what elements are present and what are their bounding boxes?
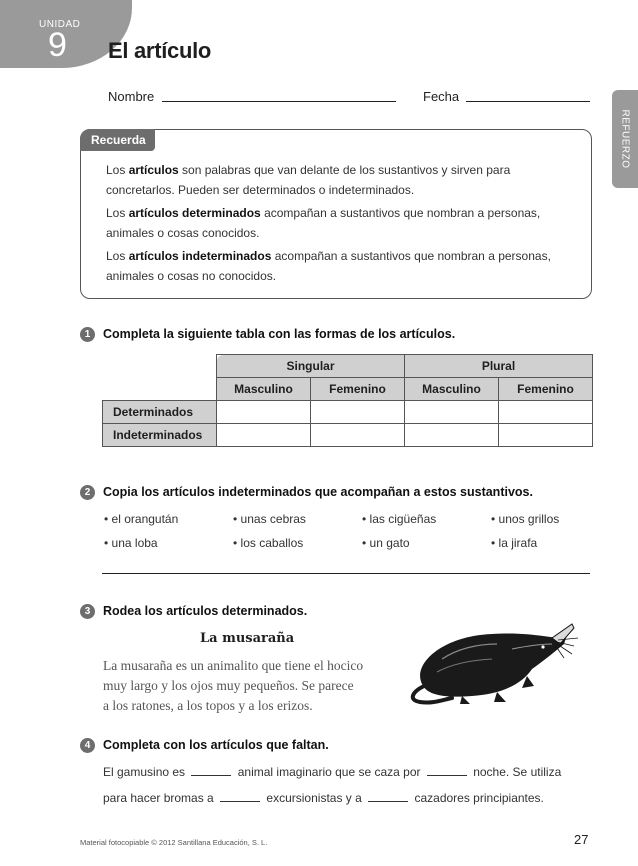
row-header-determinados: Determinados [103,401,217,424]
story-title: La musaraña [200,631,295,646]
item-text: los caballos [240,536,304,550]
text: son palabras que van delante de los sustantivos y sirven para concretarlos. Pueden ser determinados o indeterminados. [106,163,511,197]
text: para hacer bromas a [103,791,214,805]
list-item: • unos grillos [491,512,560,526]
header-plural: Plural [405,355,593,378]
fill-sentence-2 [103,791,544,805]
keyword: artículos [128,163,179,177]
item-text: unos grillos [498,512,560,526]
answer-cell[interactable] [311,401,405,424]
recuerda-paragraph-1 [106,160,566,200]
unit-number: 9 [48,26,67,64]
blank-field[interactable] [427,774,467,776]
keyword: artículos indeterminados [128,249,272,263]
answer-cell[interactable] [311,424,405,447]
copyright-footer: Material fotocopiable © 2012 Santillana Educación, S. L. [80,838,268,847]
text: animal imaginario que se caza por [237,765,421,779]
fill-sentence-1 [103,765,561,779]
exercise-4-number: 4 [80,738,95,753]
recuerda-tab: Recuerda [80,129,155,151]
recuerda-paragraph-2 [106,203,566,243]
nombre-label: Nombre [108,89,155,104]
exercise-2-number: 2 [80,485,95,500]
unit-label: UNIDAD [39,19,81,30]
text: Los [106,163,129,177]
list-item: • el orangután [104,512,179,526]
fecha-label: Fecha [423,89,460,104]
exercise-1-number: 1 [80,327,95,342]
recuerda-paragraph-3 [106,246,566,286]
blank-field[interactable] [220,800,260,802]
text: noche. Se utiliza [473,765,562,779]
keyword: artículos determinados [128,206,261,220]
item-text: unas cebras [240,512,306,526]
item-text: la jirafa [498,536,538,550]
text: acompañan a sustantivos que nombran a personas, animales o cosas conocidos. [106,206,541,240]
answer-cell[interactable] [217,401,311,424]
table-corner [103,355,217,378]
text: El gamusino es [103,765,186,779]
list-item: • una loba [104,536,158,550]
story-line[interactable]: La musaraña es un animalito que tiene el hocico [103,658,364,673]
articles-table [102,354,593,447]
table-row [103,401,593,424]
list-item: • unas cebras [233,512,306,526]
row-header-indeterminados: Indeterminados [103,424,217,447]
text: acompañan a sustantivos que nombran a personas, animales o cosas no conocidos. [106,249,551,283]
list-item: • la jirafa [491,536,538,550]
item-text: las cigüeñas [369,512,437,526]
item-text: una loba [111,536,158,550]
header-masculino-plural: Masculino [405,378,499,401]
text: cazadores principiantes. [414,791,544,805]
header-singular: Singular [217,355,405,378]
header-femenino-plural: Femenino [499,378,593,401]
table-row [103,424,593,447]
list-item: • las cigüeñas [362,512,437,526]
answer-cell[interactable] [499,424,593,447]
side-tab-label: REFUERZO [619,109,631,169]
exercise-2-instruction: Copia los artículos indeterminados que acompañan a estos sustantivos. [103,485,533,499]
story-line[interactable]: a los ratones, a los topos y a los erizos. [103,698,313,713]
list-item: • los caballos [233,536,304,550]
story-text [103,656,403,716]
header-femenino-singular: Femenino [311,378,405,401]
page-number: 27 [574,832,589,847]
item-text: el orangután [111,512,179,526]
page-title: El artículo [108,38,212,63]
exercise-4-instruction: Completa con los artículos que faltan. [103,738,329,752]
table-corner [103,378,217,401]
exercise-3-instruction: Rodea los artículos determinados. [103,604,308,618]
text: Los [106,206,129,220]
text: excursionistas y a [266,791,362,805]
exercise-3-number: 3 [80,604,95,619]
refuerzo-side-tab [612,90,638,188]
answer-cell[interactable] [405,401,499,424]
answer-line[interactable] [102,573,590,574]
header-masculino-singular: Masculino [217,378,311,401]
answer-cell[interactable] [405,424,499,447]
blank-field[interactable] [368,800,408,802]
nombre-field[interactable] [162,101,396,102]
exercise-1-instruction: Completa la siguiente tabla con las formas de los artículos. [103,327,456,341]
item-text: un gato [369,536,410,550]
answer-cell[interactable] [499,401,593,424]
story-line[interactable]: muy largo y los ojos muy pequeños. Se parece [103,678,354,693]
shrew-illustration [402,614,582,714]
answer-cell[interactable] [217,424,311,447]
fecha-field[interactable] [466,101,590,102]
list-item: • un gato [362,536,410,550]
blank-field[interactable] [191,774,231,776]
text: Los [106,249,129,263]
